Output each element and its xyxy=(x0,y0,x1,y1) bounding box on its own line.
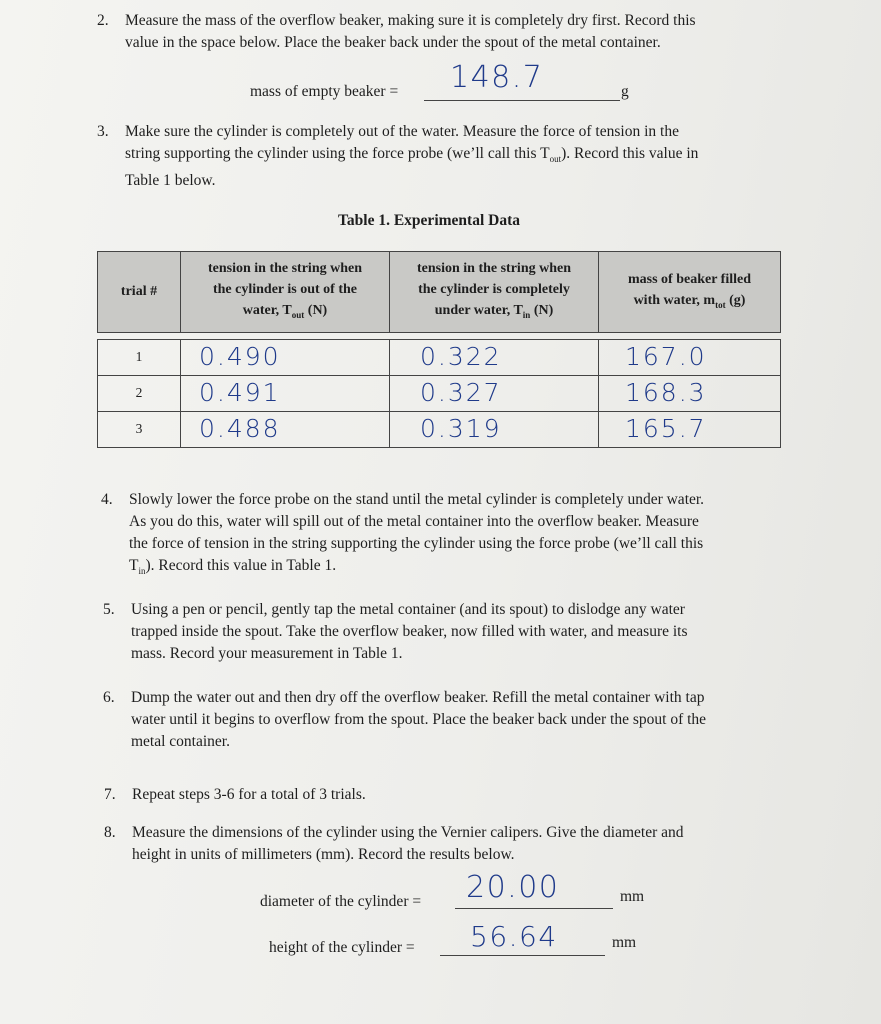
tin-cell xyxy=(390,375,599,411)
trial-number: 1 xyxy=(98,339,181,375)
step-text-line: Repeat steps 3-6 for a total of 3 trials. xyxy=(132,786,366,803)
tout-value: 0.490 xyxy=(199,341,281,371)
mass-value: 167.0 xyxy=(625,341,707,371)
step-text-line: Table 1 below. xyxy=(125,172,216,190)
mass-cell xyxy=(599,375,781,411)
step-4 xyxy=(101,489,801,579)
step-2 xyxy=(97,10,797,56)
header-text: the cylinder is out of the xyxy=(212,282,357,297)
step-7 xyxy=(104,784,804,808)
step-number: 2. xyxy=(97,12,109,29)
step-5 xyxy=(103,599,803,667)
tout-value: 0.491 xyxy=(199,377,281,407)
header-text: water, T xyxy=(242,303,292,318)
trial-number: 3 xyxy=(98,411,181,447)
beaker-mass-label: mass of empty beaker = xyxy=(250,83,399,100)
step-number: 3. xyxy=(97,123,109,140)
height-label: height of the cylinder = xyxy=(269,939,415,956)
step-text-line: water until it begins to overflow from the spout. Place the beaker back under the spout of the xyxy=(131,711,707,728)
mass-value: 168.3 xyxy=(625,377,707,407)
diameter-unit: mm xyxy=(620,888,645,905)
mass-cell xyxy=(599,339,781,375)
mass-value: 165.7 xyxy=(625,413,707,443)
step-3 xyxy=(97,121,797,189)
subscript: in xyxy=(138,566,146,577)
step-text-line: value in the space below. Place the beaker back under the spout of the metal container. xyxy=(125,34,661,51)
tin-value: 0.319 xyxy=(420,413,502,443)
step-text-line: Make sure the cylinder is completely out of the water. Measure the force of tension in the xyxy=(125,123,679,140)
step-number: 5. xyxy=(103,601,115,618)
step-text-line: Slowly lower the force probe on the stand until the metal cylinder is completely under water. xyxy=(129,491,705,508)
tout-cell xyxy=(181,411,390,447)
header-text: (g) xyxy=(725,292,746,308)
subscript: in xyxy=(522,309,531,320)
step-number: 7. xyxy=(104,786,116,803)
step-number: 8. xyxy=(104,824,116,841)
header-text: with water, m xyxy=(633,292,716,308)
step-text-line: Dump the water out and then dry off the overflow beaker. Refill the metal container with tap xyxy=(131,689,705,706)
tout-cell xyxy=(181,339,390,375)
step-text: string supporting the cylinder using the force probe (we’ll call this T xyxy=(125,145,550,162)
tin-value: 0.327 xyxy=(420,377,502,407)
header-tension-in xyxy=(390,252,599,333)
step-text-line: Measure the dimensions of the cylinder using the Vernier calipers. Give the diameter and xyxy=(132,824,684,841)
diameter-value: 20.00 xyxy=(466,870,560,905)
step-text-line: mass. Record your measurement in Table 1. xyxy=(131,645,403,662)
header-mass xyxy=(599,252,781,333)
header-text: (N) xyxy=(304,303,328,318)
step-text-line: Using a pen or pencil, gently tap the metal container (and its spout) to dislodge any water xyxy=(131,601,685,618)
step-number: 4. xyxy=(101,491,113,508)
trial-number: 2 xyxy=(98,375,181,411)
beaker-mass-unit: g xyxy=(621,83,629,100)
mass-cell xyxy=(599,411,781,447)
step-text: ). Record this value in Table 1. xyxy=(145,557,337,574)
beaker-mass-line xyxy=(424,100,620,101)
table-row xyxy=(98,375,781,411)
header-text: (N) xyxy=(530,303,554,318)
step-text-line: height in units of millimeters (mm). Record the results below. xyxy=(132,846,515,863)
table-row xyxy=(98,339,781,375)
diameter-label: diameter of the cylinder = xyxy=(260,893,422,910)
step-text-line: Measure the mass of the overflow beaker, making sure it is completely dry first. Record this xyxy=(125,12,696,29)
step-text-line: trapped inside the spout. Take the overflow beaker, now filled with water, and measure its xyxy=(131,623,688,640)
step-text: ). Record this value in xyxy=(561,145,699,162)
tin-cell xyxy=(390,411,599,447)
header-text: mass of beaker filled xyxy=(627,271,751,287)
height-unit: mm xyxy=(612,934,637,951)
step-text-line: metal container. xyxy=(131,733,230,750)
header-text: tension in the string when xyxy=(207,261,363,276)
header-tension-out xyxy=(181,252,390,333)
header-text: under water, T xyxy=(434,303,523,318)
table-row xyxy=(98,411,781,447)
header-text: the cylinder is completely xyxy=(418,282,570,297)
step-text-line: the force of tension in the string supporting the cylinder using the force probe (we’ll call this xyxy=(129,535,704,552)
subscript: out xyxy=(549,154,562,165)
step-text-line: As you do this, water will spill out of the metal container into the overflow beaker. Measure xyxy=(129,513,699,530)
step-6 xyxy=(103,687,803,755)
table-header-row xyxy=(98,252,781,333)
step-8 xyxy=(104,822,804,868)
diameter-line xyxy=(455,908,613,909)
height-value: 56.64 xyxy=(470,920,558,953)
tout-value: 0.488 xyxy=(199,413,281,443)
table-caption: Table 1. Experimental Data xyxy=(338,212,520,229)
tin-cell xyxy=(390,339,599,375)
beaker-mass-value: 148.7 xyxy=(450,60,544,95)
experimental-data-table xyxy=(97,251,781,448)
header-trial: trial # xyxy=(98,252,181,333)
step-text: T xyxy=(129,557,139,574)
header-text: tension in the string when xyxy=(416,261,572,276)
step-number: 6. xyxy=(103,689,115,706)
subscript: tot xyxy=(715,299,726,310)
tin-value: 0.322 xyxy=(420,341,502,371)
subscript: out xyxy=(291,309,305,320)
height-line xyxy=(440,955,605,956)
tout-cell xyxy=(181,375,390,411)
